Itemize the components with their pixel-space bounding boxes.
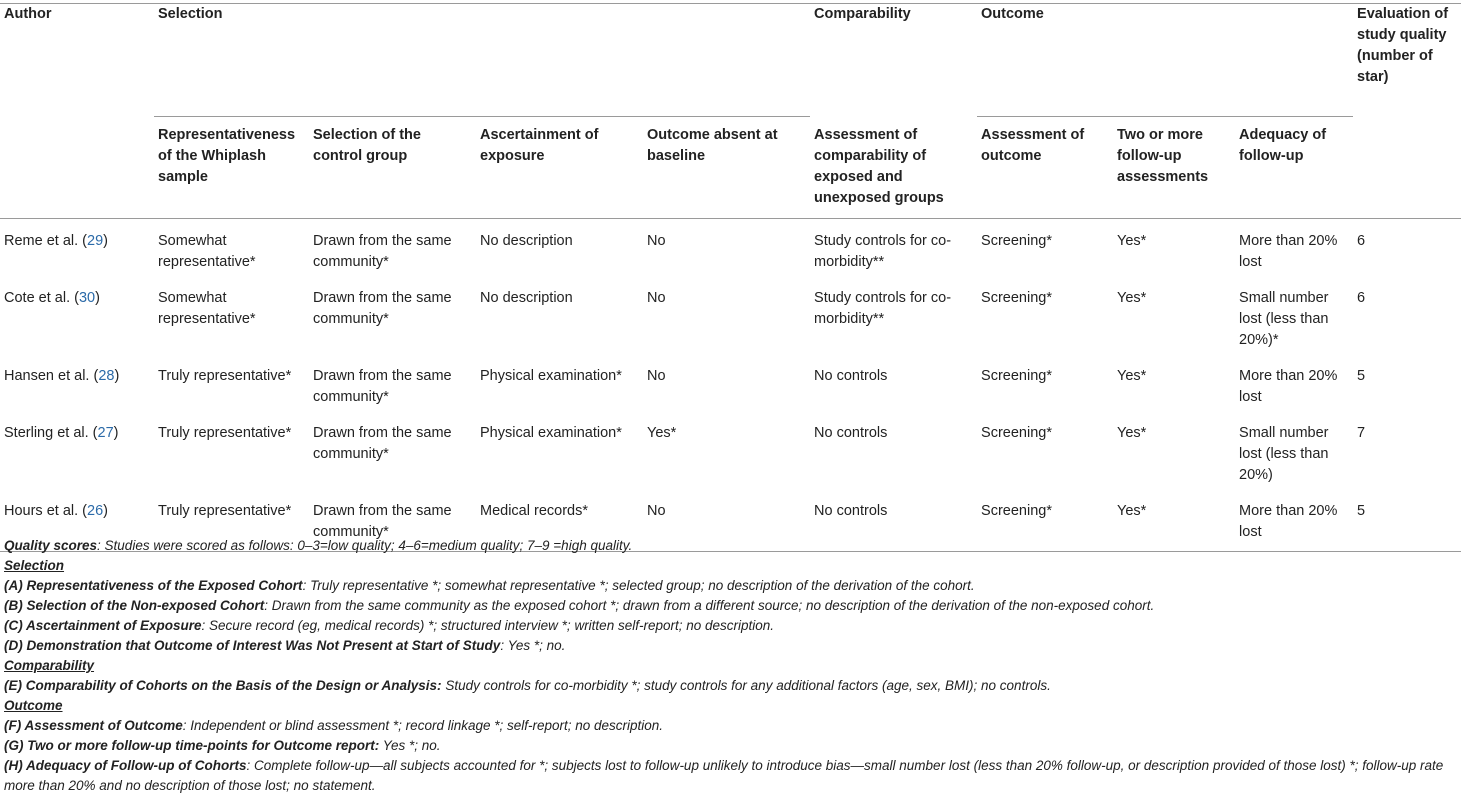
note-a: (A) Representativeness of the Exposed Cohort: Truly representative *; somewhat representative *; selected group; no description of the derivation of the cohort. (4, 578, 975, 593)
author-cell: Hours et al. (26) (0, 490, 154, 552)
baseline-header: Outcome absent at baseline (643, 117, 810, 219)
reference-link[interactable]: 29 (87, 232, 104, 249)
note-f: (F) Assessment of Outcome: Independent or blind assessment *; record linkage *; self-report; no description. (4, 718, 664, 733)
follow-up-cell: Yes* (1117, 424, 1147, 441)
adequacy-cell: More than 20% lost (1239, 232, 1338, 270)
adequacy-cell: More than 20% lost (1239, 367, 1338, 405)
follow-up-cell: Yes* (1117, 367, 1147, 384)
sub-header-row (0, 117, 1461, 219)
stars-cell: 7 (1357, 424, 1366, 441)
reference-link[interactable]: 28 (98, 367, 115, 384)
exposure-cell: No description (480, 232, 573, 249)
note-e: (E) Comparability of Cohorts on the Basis of the Design or Analysis: Study controls for co-morbidity *; study controls for any additional factors (age, sex, BMI); no controls. (4, 678, 1051, 693)
baseline-cell: No (647, 367, 666, 384)
adequacy-cell: More than 20% lost (1235, 490, 1353, 552)
comparability-cell: Study controls for co-morbidity** (814, 232, 952, 270)
author-cell: Reme et al. (29) (4, 232, 108, 249)
stars-cell: 5 (1353, 490, 1461, 552)
reference-link[interactable]: 27 (97, 424, 114, 441)
outcome-header: Outcome (977, 4, 1353, 117)
table-row (0, 218, 1461, 277)
author-subheader-empty (0, 117, 154, 219)
exposure-cell: Medical records* (476, 490, 643, 552)
comparability-heading: Comparability (4, 658, 95, 673)
representativeness-cell: Somewhat representative* (158, 289, 256, 327)
table-row (0, 412, 1461, 490)
comparability-cell: No controls (814, 367, 888, 384)
author-cell: Cote et al. (30) (4, 289, 100, 306)
quality-assessment-table (0, 3, 1461, 552)
control-group-header: Selection of the control group (309, 117, 476, 219)
exposure-cell: Physical examination* (480, 424, 622, 441)
outcome-heading: Outcome (4, 698, 63, 713)
representativeness-cell: Truly representative* (154, 490, 309, 552)
adequacy-cell: Small number lost (less than 20%)* (1239, 289, 1329, 348)
stars-cell: 6 (1357, 232, 1366, 249)
note-c: (C) Ascertainment of Exposure: Secure record (eg, medical records) *; structured interview *; written self-report; no description. (4, 618, 775, 633)
note-b: (B) Selection of the Non-exposed Cohort: Drawn from the same community as the exposed cohort *; drawn from a different source; no description of the derivation of the non-exposed cohort. (4, 598, 1155, 613)
baseline-cell: No (643, 490, 810, 552)
adequacy-header: Adequacy of follow-up (1235, 117, 1353, 219)
representativeness-cell: Somewhat representative* (158, 232, 256, 270)
follow-up-cell: Yes* (1113, 490, 1235, 552)
follow-up-assessments-header: Two or more follow-up assessments (1113, 117, 1235, 219)
comparability-header: Comparability (810, 4, 977, 117)
note-h: (H) Adequacy of Follow-up of Cohorts: Complete follow-up—all subjects accounted for *; subjects lost to follow-up unlikely to introduce bias—small number lost (less than 20% follow-up, or description provided of those lost) *; follow-up rate more than 20% and no description of those lost; no statement. (4, 758, 1444, 793)
stars-cell: 5 (1357, 367, 1366, 384)
control-group-cell: Drawn from the same community* (309, 490, 476, 552)
outcome-assessment-cell: Screening* (981, 424, 1052, 441)
exposure-header: Ascertainment of exposure (476, 117, 643, 219)
control-group-cell: Drawn from the same community* (313, 289, 452, 327)
outcome-assessment-cell: Screening* (981, 232, 1052, 249)
representativeness-cell: Truly representative* (158, 367, 292, 384)
selection-heading: Selection (4, 558, 65, 573)
evaluation-header: Evaluation of study quality (number of star) (1353, 4, 1461, 219)
follow-up-cell: Yes* (1117, 289, 1147, 306)
reference-link[interactable]: 26 (87, 502, 104, 519)
comparability-cell: No controls (814, 424, 888, 441)
baseline-cell: Yes* (647, 424, 677, 441)
author-header: Author (0, 4, 154, 117)
representativeness-cell: Truly representative* (158, 424, 292, 441)
table-row (0, 355, 1461, 412)
exposure-cell: Physical examination* (480, 367, 622, 384)
baseline-cell: No (647, 289, 666, 306)
adequacy-cell: Small number lost (less than 20%) (1239, 424, 1329, 483)
group-header-row (0, 4, 1461, 117)
follow-up-cell: Yes* (1117, 232, 1147, 249)
outcome-assessment-cell: Screening* (981, 289, 1052, 306)
representativeness-header: Representativeness of the Whiplash sample (154, 117, 309, 219)
exposure-cell: No description (480, 289, 573, 306)
outcome-assessment-cell: Screening* (977, 490, 1113, 552)
quality-scores-note: Quality scores: Studies were scored as follows: 0–3=low quality; 4–6=medium quality; 7–9 =high quality. (4, 538, 633, 553)
note-d: (D) Demonstration that Outcome of Interest Was Not Present at Start of Study: Yes *; no. (4, 638, 566, 653)
author-cell: Hansen et al. (28) (4, 367, 120, 384)
reference-link[interactable]: 30 (78, 289, 96, 306)
author-cell: Sterling et al. (27) (4, 424, 119, 441)
control-group-cell: Drawn from the same community* (313, 424, 452, 462)
comparability-subheader: Assessment of comparability of exposed and unexposed groups (814, 126, 944, 206)
baseline-cell: No (647, 232, 666, 249)
outcome-assessment-cell: Screening* (981, 367, 1052, 384)
control-group-cell: Drawn from the same community* (313, 367, 452, 405)
control-group-cell: Drawn from the same community* (313, 232, 452, 270)
outcome-assessment-header: Assessment of outcome (977, 117, 1113, 219)
note-g: (G) Two or more follow-up time-points for Outcome report: Yes *; no. (4, 738, 441, 753)
comparability-cell: Study controls for co-morbidity** (814, 289, 952, 327)
table-row (0, 277, 1461, 355)
comparability-cell: No controls (810, 490, 977, 552)
table-footnotes (4, 536, 1459, 796)
selection-header: Selection (154, 4, 810, 117)
stars-cell: 6 (1357, 289, 1366, 306)
